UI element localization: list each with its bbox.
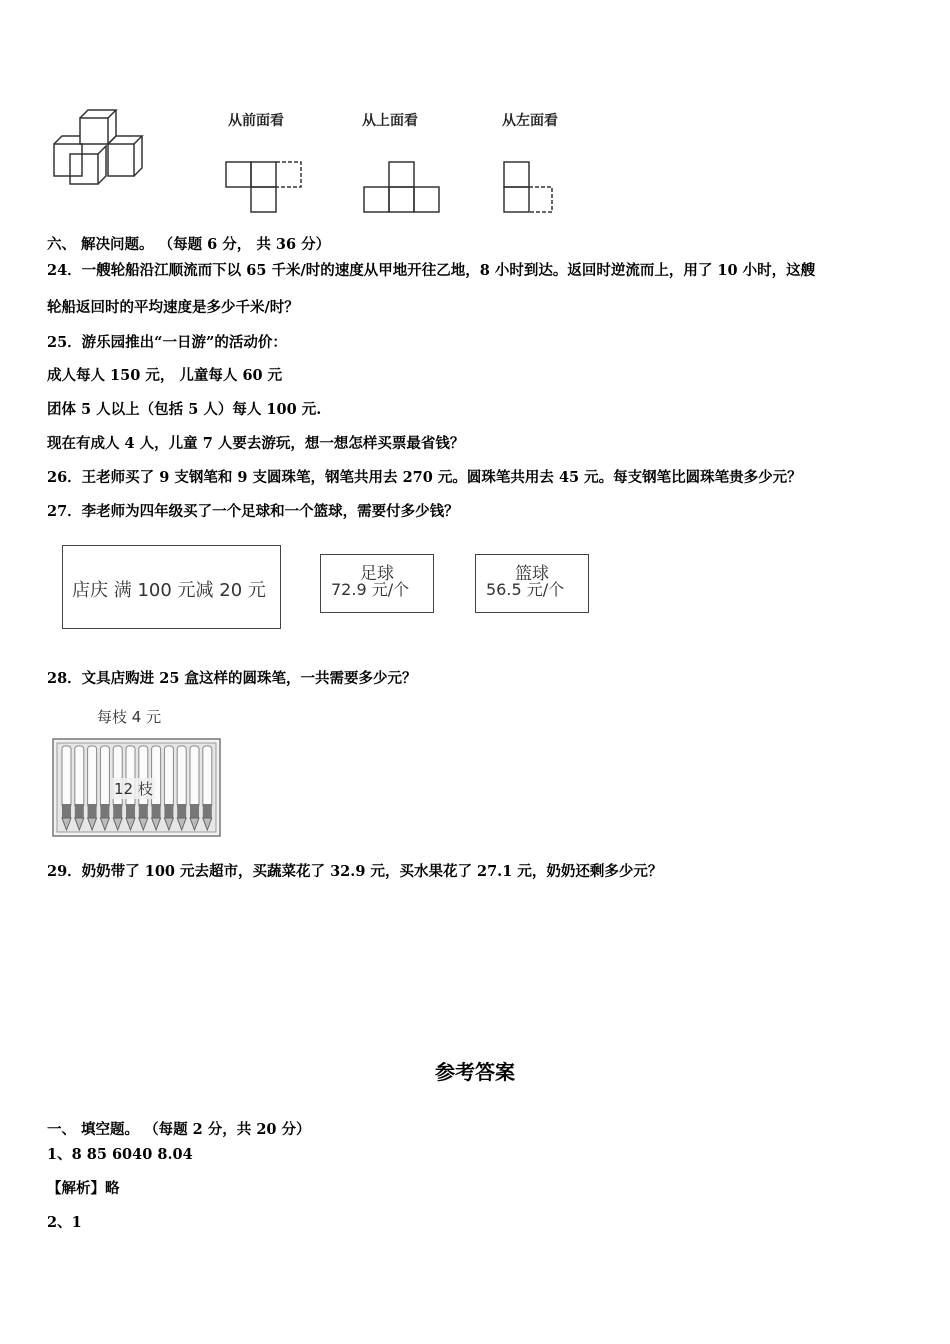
pen-icon xyxy=(88,746,97,830)
promo-text: 店庆 满 100 元减 20 元 xyxy=(72,580,266,601)
top-view-shape xyxy=(362,160,442,216)
pen-price-label: 每枝 4 元 xyxy=(97,708,162,726)
q29-text: 29．奶奶带了 100 元去超市，买蔬菜花了 32.9 元，买水果花了 27.1 元，奶奶还剩多少元？ xyxy=(47,863,663,880)
q24-line1: 24．一艘轮船沿江顺流而下以 65 千米/时的速度从甲地开往乙地，8 小时到达。返回时逆流而上，用了 10 小时，这艘 xyxy=(47,262,816,279)
q28-text: 28．文具店购进 25 盒这样的圆珠笔，一共需要多少元？ xyxy=(47,670,417,687)
pen-icon xyxy=(100,746,109,830)
football-price: 72.9 元/个 xyxy=(331,580,410,599)
answer-1: 1、8 85 6040 8.04 xyxy=(47,1146,193,1163)
left-view-label: 从左面看 xyxy=(502,113,558,129)
pen-icon xyxy=(164,746,173,830)
q26-text: 26．王老师买了 9 支钢笔和 9 支圆珠笔，钢笔共用去 270 元。圆珠笔共用去 45 元。每支钢笔比圆珠笔贵多少元？ xyxy=(47,469,802,486)
top-view-label: 从上面看 xyxy=(362,113,418,129)
answer-title: 参考答案 xyxy=(435,1060,515,1084)
q24-line2: 轮船返回时的平均速度是多少千米/时？ xyxy=(47,299,299,316)
pen-icon xyxy=(190,746,199,830)
pen-icon xyxy=(203,746,212,830)
left-view-shape xyxy=(502,160,558,216)
q25-line1: 25．游乐园推出“一日游”的活动价： xyxy=(47,334,287,351)
answer-1-analysis: 【解析】略 xyxy=(47,1180,120,1197)
basketball-price: 56.5 元/个 xyxy=(486,580,565,599)
q25-line4: 现在有成人 4 人，儿童 7 人要去游玩，想一想怎样买票最省钱？ xyxy=(47,435,465,452)
basketball-title: 篮球 xyxy=(515,564,549,584)
front-view-shape xyxy=(224,160,304,216)
promo-box xyxy=(62,545,281,629)
pen-count-label: 12 枝 xyxy=(114,780,153,798)
q25-line2: 成人每人 150 元， 儿童每人 60 元 xyxy=(47,367,283,384)
q27-text: 27．李老师为四年级买了一个足球和一个篮球，需要付多少钱？ xyxy=(47,503,459,520)
q25-line3: 团体 5 人以上（包括 5 人）每人 100 元. xyxy=(47,401,322,418)
pen-icon xyxy=(62,746,71,830)
section6-header: 六、 解决问题。 （每题 6 分， 共 36 分） xyxy=(47,236,331,253)
pen-icon xyxy=(177,746,186,830)
basketball-price-box xyxy=(475,554,589,613)
front-view-label: 从前面看 xyxy=(228,113,284,129)
cube-stack-figure xyxy=(50,108,150,188)
answer-2: 2、1 xyxy=(47,1214,82,1231)
football-title: 足球 xyxy=(360,564,394,584)
answers-section1-header: 一、 填空题。 （每题 2 分，共 20 分） xyxy=(47,1121,311,1138)
pen-icon xyxy=(75,746,84,830)
football-price-box xyxy=(320,554,434,613)
